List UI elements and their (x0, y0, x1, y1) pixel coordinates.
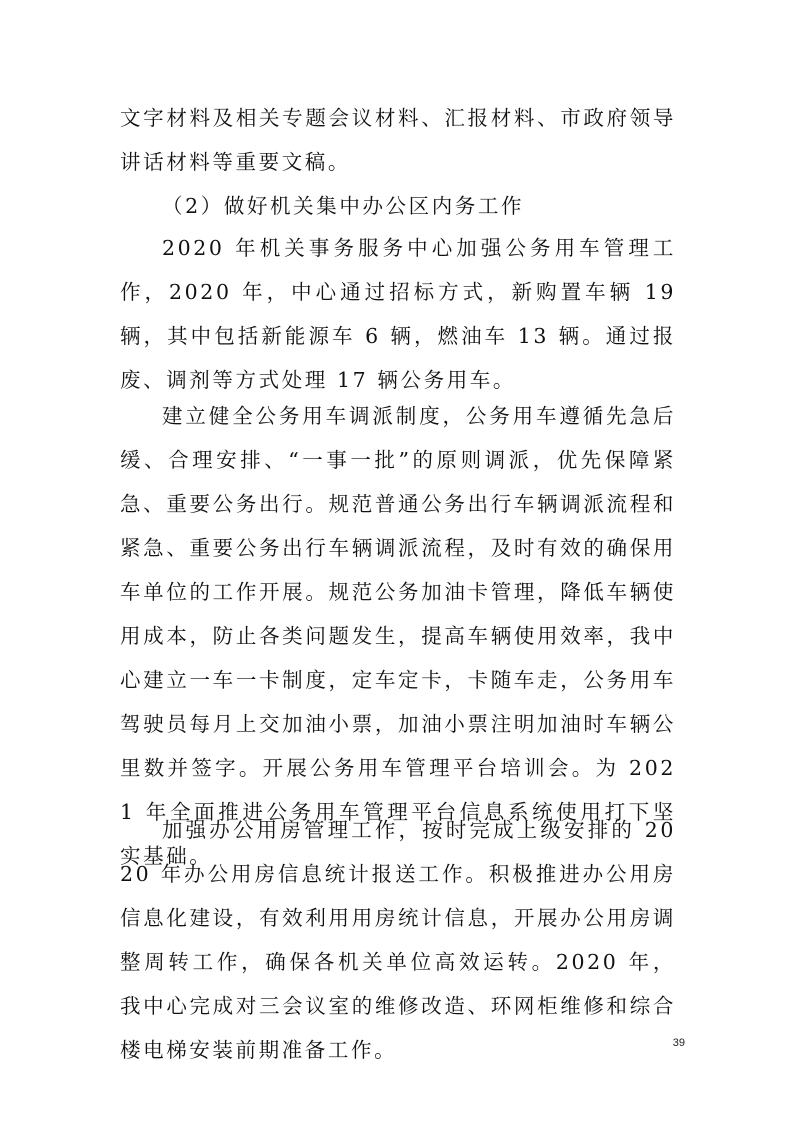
page-number: 39 (672, 1037, 685, 1049)
intro-paragraph: 文字材料及相关专题会议材料、汇报材料、市政府领导讲话材料等重要文稿。 (120, 106, 676, 174)
vehicle-management-paragraph: 2020 年机关事务服务中心加强公务用车管理工作，2020 年，中心通过招标方式，新购置车辆 19 辆，其中包括新能源车 6 辆，燃油车 13 辆。通过报废、调剂等方式处理 17 辆公务用车。 (120, 236, 676, 392)
vehicle-dispatch-paragraph: 建立健全公务用车调派制度，公务用车遵循先急后缓、合理安排、“一事一批”的原则调派，优先保障紧急、重要公务出行。规范普通公务出行车辆调派流程和紧急、重要公务出行车辆调派流程，及时有效的确保用车单位的工作开展。规范公务加油卡管理，降低车辆使用成本，防止各类问题发生，提高车辆使用效率，我中心建立一车一卡制度，定车定卡，卡随车走，公务用车驾驶员每月上交加油小票，加油小票注明加油时车辆公里数并签字。开展公务用车管理平台培训会。为 2021 年全面推进公务用车管理平台信息系统使用打下坚实基础。 (120, 404, 676, 868)
office-space-paragraph: 加强办公用房管理工作，按时完成上级安排的 2020 年办公用房信息统计报送工作。积极推进办公用房信息化建设，有效利用用房统计信息，开展办公用房调整周转工作，确保各机关单位高效运转。2020 年，我中心完成对三会议室的维修改造、环网柜维修和综合楼电梯安装前期准备工作。 (120, 818, 676, 1062)
section-heading: （2）做好机关集中办公区内务工作 (162, 194, 525, 218)
